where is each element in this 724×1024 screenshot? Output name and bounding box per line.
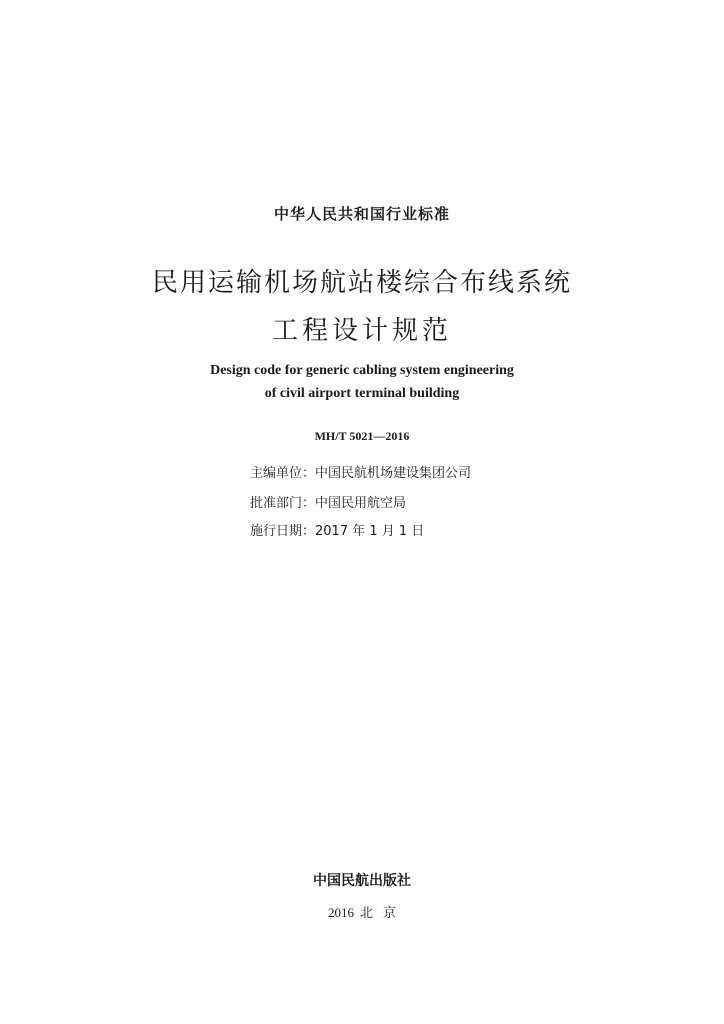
publication-place-year	[0, 902, 724, 921]
chief-editor-line: 主编单位：中国民航机场建设集团公司	[250, 466, 472, 481]
approved-by-line: 批准部门：中国民用航空局	[250, 496, 407, 511]
industry-standard-heading: 中华人民共和国行业标准	[273, 205, 450, 223]
english-title-line1: Design code for generic cabling system engineering	[210, 363, 514, 378]
english-title-line2: of civil airport terminal building	[264, 386, 460, 401]
effective-date-line: 施行日期：2017 年 1 月 1 日	[250, 524, 425, 539]
publication-year: 2016	[327, 905, 354, 920]
standard-code: MH/T 5021—2016	[314, 429, 410, 443]
publication-city-char2: 京	[383, 906, 397, 921]
main-title-line1: 民用运输机场航站楼综合布线系统	[151, 268, 572, 298]
main-title-line2: 工程设计规范	[271, 316, 452, 346]
publication-city-char1: 北	[359, 906, 373, 921]
publisher-name: 中国民航出版社	[313, 873, 411, 889]
